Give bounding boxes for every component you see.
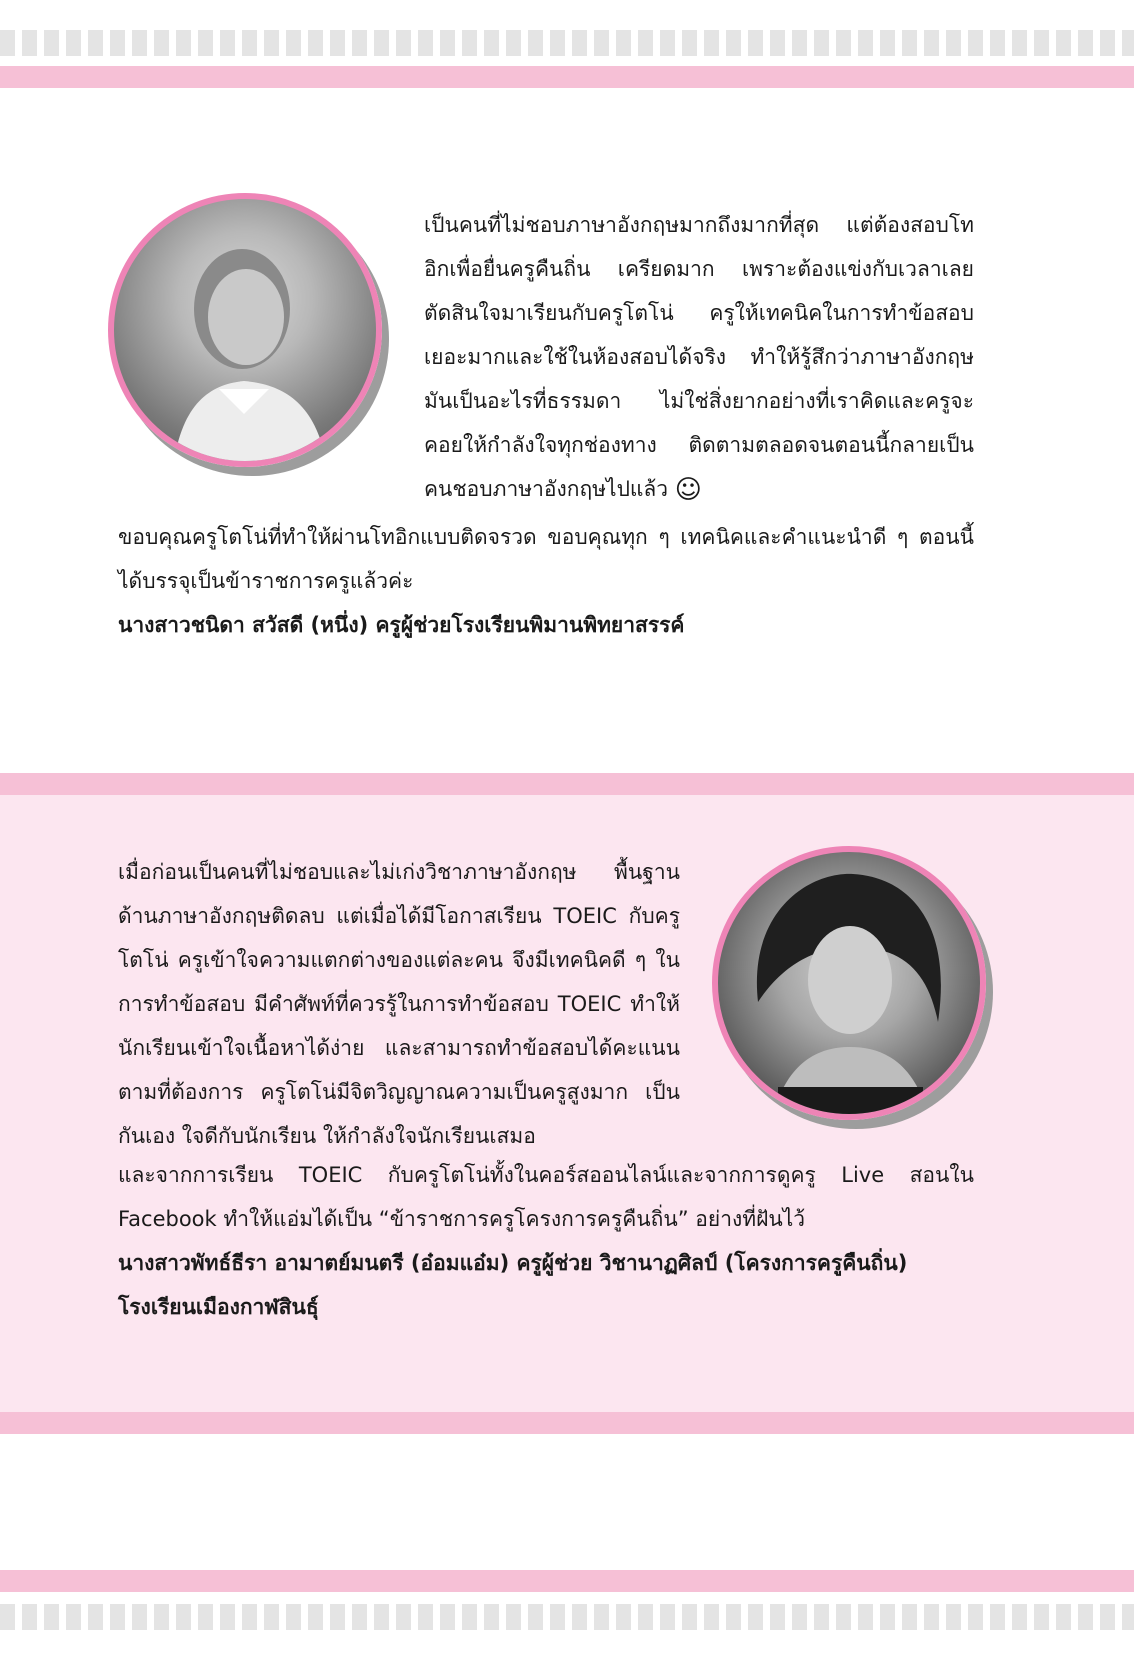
testimonial-2-photo [712, 846, 986, 1120]
pink-divider-bottom [0, 1570, 1134, 1592]
filmstrip-border-bottom [0, 1604, 1134, 1630]
testimonial-1-author: นางสาวชนิดา สวัสดี (หนึ่ง) ครูผู้ช่วยโรงเรียนพิมานพิทยาสรรค์ [118, 613, 685, 637]
person-2-silhouette-icon [718, 852, 980, 1114]
smiley-icon: ☺ [674, 475, 702, 505]
testimonial-1-body [424, 203, 974, 512]
testimonial-1-body-continued: ขอบคุณครูโตโน่ที่ทำให้ผ่านโทอิกแบบติดจรวด ขอบคุณทุก ๆ เทคนิคและคำแนะนำดี ๆ ตอนนี้ได้บรรจุเป็นข้าราชการครูแล้วค่ะ [118, 525, 974, 593]
testimonial-1-photo [108, 193, 382, 467]
person-1-silhouette-icon [114, 199, 376, 461]
filmstrip-border-top [0, 30, 1134, 56]
testimonial-2-body: เมื่อก่อนเป็นคนที่ไม่ชอบและไม่เก่งวิชาภาษาอังกฤษ พื้นฐานด้านภาษาอังกฤษติดลบ แต่เมื่อได้มีโอกาสเรียน TOEIC กับครูโตโน่ ครูเข้าใจความแตกต่างของแต่ละคน จึงมีเทคนิคดี ๆ ในการทำข้อสอบ มีคำศัพท์ที่ควรรู้ในการทำข้อสอบ TOEIC ทำให้นักเรียนเข้าใจเนื้อหาได้ง่าย และสามารถทำข้อสอบได้คะแนนตามที่ต้องการ ครูโตโน่มีจิตวิญญาณความเป็นครูสูงมาก เป็นกันเอง ใจดีกับนักเรียน ให้กำลังใจนักเรียนเสมอ [118, 860, 680, 1148]
testimonial-2-author: นางสาวพัทธ์ธีรา อามาตย์มนตรี (อ๋อมแอ๋ม) ครูผู้ช่วย วิชานาฏศิลป์ (โครงการครูคืนถิ่น) โรงเรียนเมืองกาฬสินธุ์ [118, 1251, 908, 1319]
pink-divider-middle [0, 773, 1134, 795]
pink-divider-lower [0, 1412, 1134, 1434]
pink-divider-top [0, 66, 1134, 88]
testimonial-2-body-continued: และจากการเรียน TOEIC กับครูโตโน่ทั้งในคอร์สออนไลน์และจากการดูครู Live สอนใน Facebook ทำให้แอ่มได้เป็น “ข้าราชการครูโครงการครูคืนถิ่น” อย่างที่ฝันไว้ [118, 1163, 974, 1231]
testimonial-1-body-text: เป็นคนที่ไม่ชอบภาษาอังกฤษมากถึงมากที่สุด แต่ต้องสอบโทอิกเพื่อยื่นครูคืนถิ่น เครียดมาก เพราะต้องแข่งกับเวลาเลยตัดสินใจมาเรียนกับครูโตโน่ ครูให้เทคนิคในการทำข้อสอบเยอะมากและใช้ในห้องสอบได้จริง ทำให้รู้สึกว่าภาษาอังกฤษมันเป็นอะไรที่ธรรมดา ไม่ใช่สิ่งยากอย่างที่เราคิดและครูจะคอยให้กำลังใจทุกช่องทาง ติดตามตลอดจนตอนนี้กลายเป็นคนชอบภาษาอังกฤษไปแล้ว [424, 213, 974, 501]
